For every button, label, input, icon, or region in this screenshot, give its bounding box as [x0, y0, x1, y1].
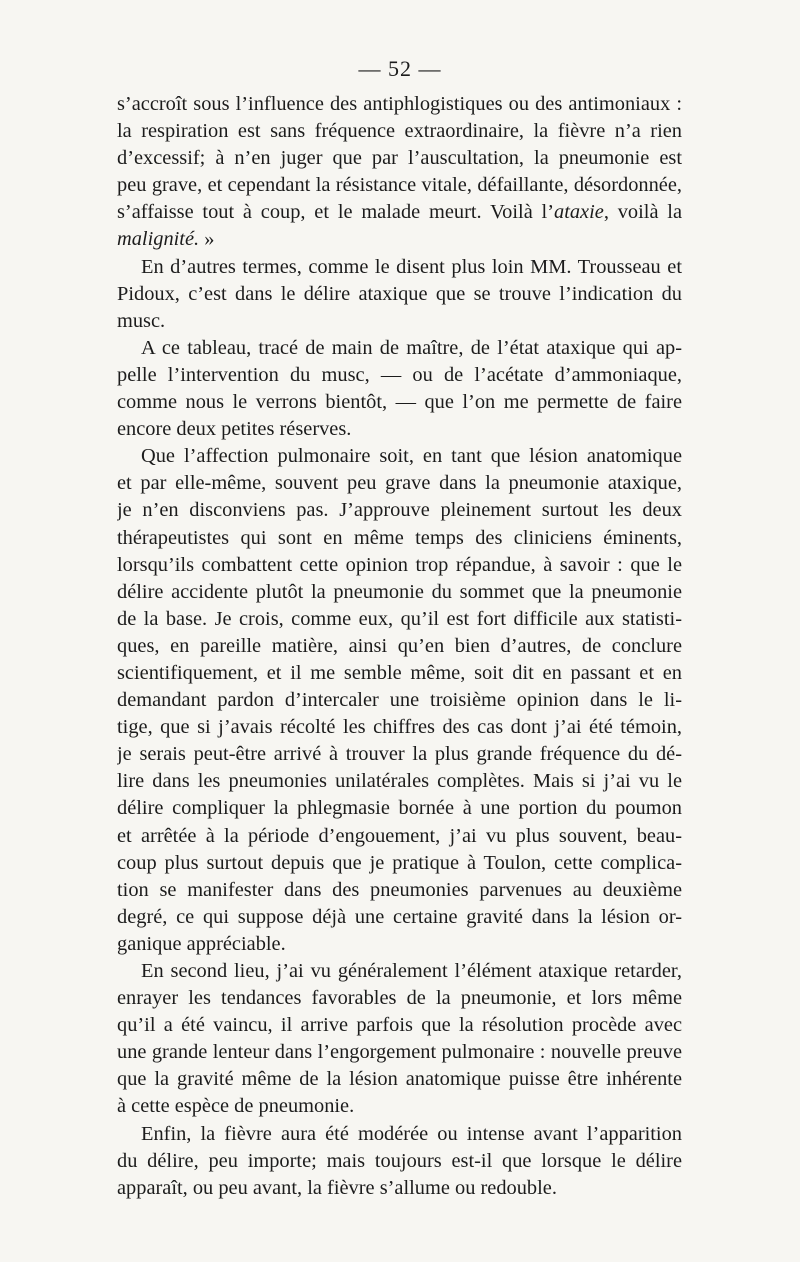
- text-line: pelle l’intervention du musc, — ou de l’acétate d’ammoniaque,: [117, 363, 682, 386]
- text-line: à cette espèce de pneumonie.: [117, 1095, 355, 1118]
- text-line: scientifiquement, et il me semble même, soit dit en passant et en: [117, 661, 682, 684]
- text-line: ganique appréciable.: [117, 932, 286, 955]
- text-line: du délire, peu importe; mais toujours est-il que lorsque le délire: [117, 1149, 682, 1172]
- text-line: tige, que si j’avais récolté les chiffres des cas dont j’ai été témoin,: [117, 716, 682, 739]
- text-line: délire compliquer la phlegmasie bornée à une portion du poumon: [117, 797, 682, 820]
- text-line: musc.: [117, 309, 166, 332]
- text-line: ques, en pareille matière, ainsi qu’en bien d’autres, de conclure: [117, 634, 682, 657]
- text-line: et arrêtée à la période d’engouement, j’ai vu plus souvent, beau-: [117, 824, 682, 847]
- text-line: je n’en disconviens pas. J’approuve pleinement surtout les deux: [117, 499, 682, 522]
- text-line: Que l’affection pulmonaire soit, en tant que lésion anatomique: [141, 445, 682, 468]
- text-line: [117, 226, 682, 253]
- text-line: lire dans les pneumonies unilatérales complètes. Mais si j’ai vu le: [117, 770, 682, 793]
- text-line: En d’autres termes, comme le disent plus loin MM. Trousseau et: [141, 255, 682, 278]
- text-line: thérapeutistes qui sont en même temps des cliniciens éminents,: [117, 526, 682, 549]
- text-line: Enfin, la fièvre aura été modérée ou intense avant l’apparition: [141, 1122, 682, 1145]
- text-line: coup plus surtout depuis que je pratique à Toulon, cette complica-: [117, 851, 682, 874]
- text-segment: »: [199, 228, 215, 251]
- text-line: encore deux petites réserves.: [117, 418, 352, 441]
- text-line: demandant pardon d’intercaler une troisième opinion dans le li-: [117, 689, 682, 712]
- text-line: comme nous le verrons bientôt, — que l’on me permette de faire: [117, 391, 682, 414]
- text-line: délire accidente plutôt la pneumonie du sommet que la pneumonie: [117, 580, 682, 603]
- text-line: et par elle-même, souvent peu grave dans la pneumonie ataxique,: [117, 472, 682, 495]
- text-line: A ce tableau, tracé de main de maître, de l’état ataxique qui ap-: [141, 336, 682, 359]
- text-line: apparaît, ou peu avant, la fièvre s’allume ou redouble.: [117, 1176, 557, 1199]
- page-number: — 52 —: [358, 56, 442, 81]
- text-line: je serais peut-être arrivé à trouver la plus grande fréquence du dé-: [117, 743, 682, 766]
- text-line: En second lieu, j’ai vu généralement l’élément ataxique retarder,: [141, 960, 682, 982]
- text-segment: , voilà la: [603, 201, 682, 224]
- text-line: la respiration est sans fréquence extraordinaire, la fièvre n’a rien: [117, 120, 682, 143]
- italic-text: ataxie: [554, 201, 604, 224]
- text-line: [117, 199, 682, 226]
- text-line: enrayer les tendances favorables de la pneumonie, et lors même: [117, 987, 682, 1010]
- text-line: qu’il a été vaincu, il arrive parfois que la résolution procède avec: [117, 1014, 682, 1037]
- text-line: s’accroît sous l’influence des antiphlogistiques ou des antimoniaux :: [117, 93, 682, 115]
- text-line: de la base. Je crois, comme eux, qu’il est fort difficile aux statisti-: [117, 607, 682, 630]
- text-line: peu grave, et cependant la résistance vitale, défaillante, désordonnée,: [117, 174, 682, 197]
- text-line: degré, ce qui suppose déjà une certaine gravité dans la lésion or-: [117, 905, 682, 928]
- body-text: [117, 91, 682, 1202]
- text-line: une grande lenteur dans l’engorgement pulmonaire : nouvelle preuve: [117, 1041, 682, 1064]
- text-segment: s’affaisse tout à coup, et le malade meurt. Voilà l’: [117, 201, 554, 224]
- text-line: que la gravité même de la lésion anatomique puisse être inhérente: [117, 1068, 682, 1091]
- italic-text: malignité.: [117, 228, 200, 251]
- text-line: tion se manifester dans des pneumonies parvenues au deuxième: [117, 878, 682, 901]
- text-line: lorsqu’ils combattent cette opinion trop répandue, à savoir : que le: [117, 553, 682, 576]
- text-line: Pidoux, c’est dans le délire ataxique que se trouve l’indication du: [117, 282, 682, 305]
- text-line: d’excessif; à n’en juger que par l’auscultation, la pneumonie est: [117, 147, 682, 170]
